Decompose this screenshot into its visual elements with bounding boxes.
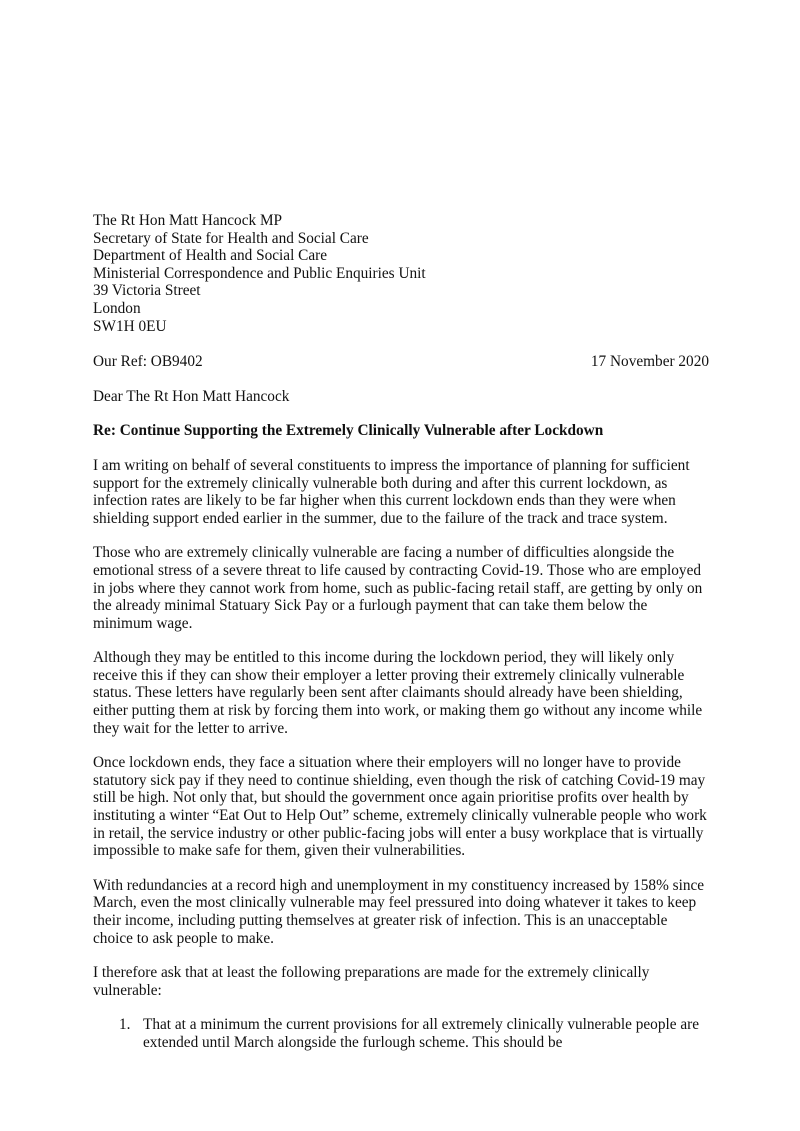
paragraph: Although they may be entitled to this income during the lockdown period, they will likely only receive this if they can show their employer a letter proving their extremely clinically vulnerable status. These letters have regularly been sent after claimants should already have been shielding, either putting them at risk by forcing them into work, or making them go without any income while they wait for the letter to arrive. xyxy=(93,649,703,737)
letter-date: 17 November 2020 xyxy=(590,353,709,371)
address-line: Secretary of State for Health and Social Care xyxy=(93,229,369,247)
address-line: 39 Victoria Street xyxy=(93,282,201,300)
address-line: London xyxy=(93,299,141,317)
subject-line: Re: Continue Supporting the Extremely Clinically Vulnerable after Lockdown xyxy=(93,422,604,440)
address-line: The Rt Hon Matt Hancock MP xyxy=(93,212,283,229)
letter-body xyxy=(93,212,709,1052)
address-line: Ministerial Correspondence and Public Enquiries Unit xyxy=(93,264,426,282)
paragraph: With redundancies at a record high and unemployment in my constituency increased by 158% since March, even the most clinically vulnerable may feel pressured into doing whatever it takes to keep their income, including putting themselves at greater risk of infection. This is an unacceptable choice to ask people to make. xyxy=(93,876,705,947)
paragraph: I therefore ask that at least the following preparations are made for the extremely clinically vulnerable: xyxy=(93,964,650,999)
paragraph: Those who are extremely clinically vulnerable are facing a number of difficulties alongside the emotional stress of a severe threat to life caused by contracting Covid-19. Those who are employed in jobs where they cannot work from home, such as public-facing retail staff, are getting by only on the already minimal Statuary Sick Pay or a furlough payment that can take them below the minimum wage. xyxy=(93,544,703,632)
reference-row xyxy=(93,353,709,371)
paragraph: I am writing on behalf of several constituents to impress the importance of planning for sufficient support for the extremely clinically vulnerable both during and after this current lockdown, as infection rates are likely to be far higher when this current lockdown ends than they were when shielding support ended earlier in the summer, due to the failure of the track and trace system. xyxy=(93,456,690,527)
list-item xyxy=(93,1016,709,1051)
address-line: SW1H 0EU xyxy=(93,317,167,335)
recipient-address xyxy=(93,212,709,335)
list-item-text: That at a minimum the current provisions for all extremely clinically vulnerable people are extended until March alongside the furlough scheme. This should be xyxy=(143,1016,700,1051)
list-item-number: 1. xyxy=(119,1016,131,1034)
our-reference: Our Ref: OB9402 xyxy=(93,353,203,371)
paragraph: Once lockdown ends, they face a situation where their employers will no longer have to provide statutory sick pay if they need to continue shielding, even though the risk of catching Covid-19 may still be high. Not only that, but should the government once again prioritise profits over health by instituting a winter “Eat Out to Help Out” scheme, extremely clinically vulnerable people who work in retail, the service industry or other public-facing jobs will enter a busy workplace that is virtually impossible to make safe for them, given their vulnerabilities. xyxy=(93,754,707,860)
salutation: Dear The Rt Hon Matt Hancock xyxy=(93,387,290,405)
numbered-list xyxy=(93,1016,709,1051)
address-line: Department of Health and Social Care xyxy=(93,247,328,265)
